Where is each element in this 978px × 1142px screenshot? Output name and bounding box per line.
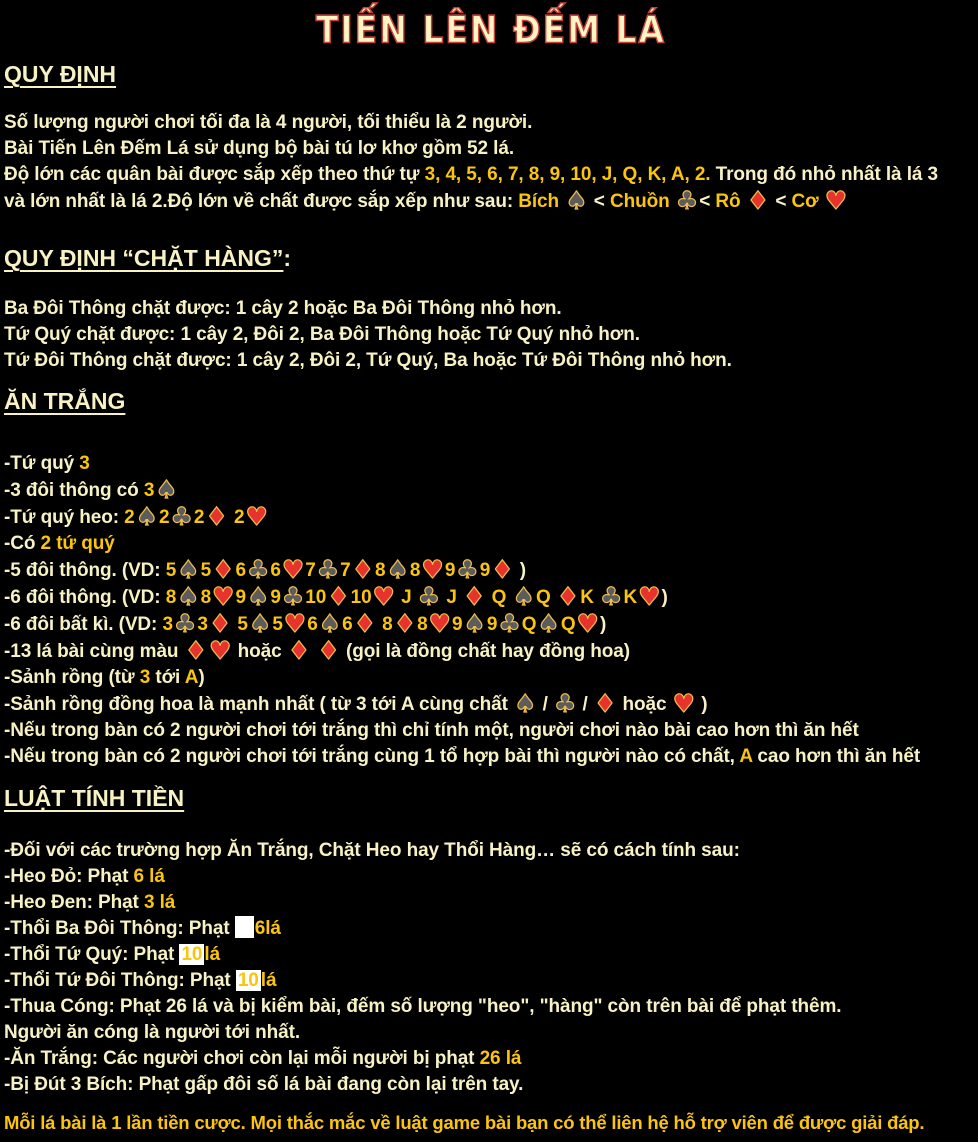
text-run: 9 [235, 587, 246, 608]
diamond-icon: ♦ [746, 186, 770, 215]
text-run: -Tứ quý [4, 453, 80, 474]
rule-line [4, 296, 978, 322]
text-run: < [588, 191, 610, 212]
text-run: 6 [254, 918, 266, 939]
text-run: -Thổi Tứ Đôi Thông: Phạt [4, 970, 236, 991]
heart-icon: ♥ [281, 555, 305, 584]
heart-icon: ♥ [209, 636, 232, 665]
rule-line [4, 890, 978, 916]
text-run: Q [535, 587, 556, 608]
text-run: 7 [340, 560, 351, 581]
rule-line [4, 1046, 978, 1072]
club-icon: ♣ [456, 555, 479, 584]
text-run: A [739, 746, 753, 767]
text-run: / [577, 694, 593, 715]
spade-icon: ♠ [155, 475, 178, 504]
text-run: J [441, 587, 463, 608]
rule-line [4, 557, 978, 584]
text-run: Người ăn cóng là người tới nhất. [4, 1022, 301, 1043]
text-run: 10 [237, 970, 259, 991]
text-run: 5 [165, 560, 177, 581]
club-icon: ♣ [246, 555, 270, 584]
text-run: 6 lá [133, 866, 165, 887]
text-run: 8 [376, 614, 393, 635]
diamond-icon: ♦ [593, 689, 617, 718]
heart-icon: ♥ [245, 502, 268, 531]
text-run: 8 [200, 587, 212, 608]
text-run: Bài Tiến Lên Đếm Lá sử dụng bộ bài tú lơ khơ gồm 52 lá. [4, 138, 514, 159]
text-run: 5 [272, 614, 283, 635]
heart-icon: ♥ [212, 582, 235, 611]
text-run: -Heo Đỏ: Phạt [4, 866, 134, 887]
text-run: 6 [235, 560, 246, 581]
text-run: 8 [409, 560, 421, 581]
diamond-icon: ♦ [208, 609, 232, 638]
section-heading-suffix: : [283, 245, 292, 271]
text-run: -Thua Cóng: Phạt 26 lá và bị kiểm bài, đếm số lượng "heo", "hàng" còn trên bài để phạt thêm. [4, 996, 842, 1017]
section-quy-dinh [4, 61, 978, 215]
text-run: 26 lá [479, 1048, 522, 1069]
rule-line [4, 994, 978, 1020]
diamond-icon: ♦ [351, 555, 375, 584]
text-run: 5 [232, 614, 248, 635]
text-run: 3 [162, 614, 173, 635]
text-run: K [623, 587, 638, 608]
rules-sections [4, 61, 978, 1098]
diamond-icon: ♦ [556, 582, 580, 611]
text-run: -Bị Đút 3 Bích: Phạt gấp đôi số lá bài đang còn lại trên tay. [4, 1074, 524, 1095]
text-run: ) [514, 560, 526, 581]
rule-line [4, 1072, 978, 1098]
text-run: Số lượng người chơi tối đa là 4 người, tối thiểu là 2 người. [4, 112, 533, 133]
text-run: 3 lá [143, 892, 176, 913]
text-run: lá [260, 970, 277, 991]
text-run: Q [521, 614, 537, 635]
text-run: 6 [307, 614, 318, 635]
highlight-box [235, 916, 254, 938]
heart-icon: ♥ [576, 609, 599, 638]
diamond-icon: ♦ [205, 502, 228, 531]
text-run: 3 [197, 614, 208, 635]
text-run: Cơ [791, 191, 824, 212]
text-run: J [395, 587, 417, 608]
text-run: 2 [159, 507, 170, 528]
diamond-icon: ♦ [287, 636, 311, 665]
spade-icon: ♠ [246, 582, 270, 611]
text-run: 8 [417, 614, 428, 635]
text-run: -6 đôi thông. (VD: [4, 587, 166, 608]
spade-icon: ♠ [386, 555, 409, 584]
text-run: -Ăn Trắng: Các người chơi còn lại mỗi người bị phạt [4, 1048, 480, 1069]
text-run: và lớn nhất là lá 2.Độ lớn về chất được sắp xếp như sau: [4, 191, 519, 212]
text-run: 9 [479, 560, 491, 581]
text-run: 10 [350, 587, 372, 608]
diamond-icon: ♦ [491, 555, 514, 584]
heart-icon: ♥ [372, 582, 395, 611]
text-run: Rô [715, 191, 746, 212]
text-run: 7 [305, 560, 316, 581]
text-run: 2 tứ quý [40, 533, 115, 554]
diamond-icon: ♦ [353, 609, 376, 638]
text-run: / [537, 694, 553, 715]
text-run: A [184, 667, 199, 688]
section-heading-quy-dinh-chat-hang [4, 245, 978, 272]
page-title: TIẾN LÊN ĐẾM LÁ [315, 8, 667, 52]
text-run: -Tứ quý heo: [4, 507, 125, 528]
text-run: -5 đôi thông. (VD: [4, 560, 166, 581]
text-run: Độ lớn các quân bài được sắp xếp theo thứ tự [4, 164, 425, 185]
text-run: -3 đôi thông có [4, 480, 144, 501]
rule-line [4, 638, 978, 665]
club-icon: ♣ [173, 609, 197, 638]
text-run: 3, 4, 5, 6, 7, 8, 9, 10, J, Q, K, A, 2. [424, 164, 711, 185]
text-run: Bích [518, 191, 565, 212]
rule-line [4, 451, 978, 477]
spade-icon: ♠ [463, 609, 486, 638]
heart-icon: ♥ [672, 689, 696, 718]
rule-line [4, 110, 978, 136]
text-run: Tứ Quý chặt được: 1 cây 2, Đôi 2, Ba Đôi Thông hoặc Tứ Quý nhỏ hơn. [4, 324, 640, 345]
section-heading-text: QUY ĐỊNH “CHẶT HÀNG” [4, 245, 284, 271]
text-run: Trong đó nhỏ nhất là lá 3 [710, 164, 938, 185]
text-run: -6 đôi bất kì. (VD: [4, 614, 163, 635]
rule-line [4, 136, 978, 162]
text-run: -Heo Đen: Phạt [4, 892, 144, 913]
text-run: 2 [124, 507, 135, 528]
text-run: ) [198, 667, 205, 688]
text-run: -13 lá bài cùng màu [4, 641, 184, 662]
heart-icon: ♥ [428, 609, 451, 638]
rule-line [4, 322, 978, 348]
heart-icon: ♥ [421, 555, 444, 584]
club-icon: ♣ [498, 609, 521, 638]
diamond-icon: ♦ [184, 636, 208, 665]
club-icon: ♣ [316, 555, 340, 584]
club-icon: ♣ [553, 689, 577, 718]
rule-line [4, 744, 978, 770]
heart-icon: ♥ [824, 186, 848, 215]
section-heading-text: QUY ĐỊNH [4, 61, 117, 87]
text-run: -Đối với các trường hợp Ăn Trắng, Chặt Heo hay Thổi Hàng… sẽ có cách tính sau: [4, 840, 740, 861]
text-run: -Thổi Tứ Quý: Phạt [4, 944, 180, 965]
text-run: ) [599, 614, 607, 635]
text-run: Tứ Đôi Thông chặt được: 1 cây 2, Đôi 2, Tứ Quý, Ba hoặc Tứ Đôi Thông nhỏ hơn. [4, 350, 732, 371]
spade-icon: ♠ [565, 186, 588, 215]
rule-line [4, 531, 978, 557]
rule-line [4, 838, 978, 864]
rule-line [4, 864, 978, 890]
text-run: 3 [79, 453, 90, 474]
section-heading-text: ĂN TRẮNG [4, 388, 126, 414]
text-run: hoặc [232, 641, 287, 662]
rule-line [4, 1020, 978, 1046]
text-run: K [580, 587, 600, 608]
text-run: 3 [143, 480, 155, 501]
diamond-icon: ♦ [327, 582, 350, 611]
text-run: < [699, 191, 716, 212]
text-run: lá [204, 944, 221, 965]
text-run: -Thổi Ba Đôi Thông: Phạt [4, 918, 235, 939]
diamond-icon: ♦ [212, 555, 235, 584]
rule-line [4, 584, 978, 611]
spade-icon: ♠ [135, 502, 159, 531]
text-run: ) [696, 694, 708, 715]
text-run: -Sảnh rồng đồng hoa là mạnh nhất ( từ 3 tới A cùng chất [4, 694, 513, 715]
text-run: Q [486, 587, 512, 608]
text-run: -Nếu trong bàn có 2 người chơi tới trắng cùng 1 tổ hợp bài thì người nào có chất, [4, 746, 740, 767]
diamond-icon: ♦ [463, 582, 486, 611]
rule-line [4, 611, 978, 638]
text-run: 2 [193, 507, 205, 528]
text-run: 8 [375, 560, 386, 581]
club-icon: ♣ [170, 502, 193, 531]
spade-icon: ♠ [512, 582, 535, 611]
rule-line [4, 162, 978, 188]
rule-line [4, 718, 978, 744]
text-run: 5 [200, 560, 212, 581]
rule-line [4, 477, 978, 504]
club-icon: ♣ [417, 582, 441, 611]
text-run: tới [150, 667, 185, 688]
text-run: 8 [165, 587, 177, 608]
spade-icon: ♠ [248, 609, 272, 638]
text-run: 10 [305, 587, 327, 608]
rule-line [4, 348, 978, 374]
rule-line [4, 942, 978, 968]
section-heading-text: LUẬT TÍNH TIỀN [4, 785, 185, 811]
club-icon: ♣ [281, 582, 305, 611]
spade-icon: ♠ [318, 609, 342, 638]
rule-line [4, 504, 978, 531]
text-run: ) [661, 587, 668, 608]
section-heading-quy-dinh [4, 61, 978, 88]
spade-icon: ♠ [513, 689, 537, 718]
section-an-trang [4, 388, 978, 770]
text-run: Chuồn [609, 191, 675, 212]
rule-line [4, 916, 978, 942]
text-run: -Có [4, 533, 41, 554]
rule-line [4, 188, 978, 215]
heart-icon: ♥ [638, 582, 661, 611]
text-run: hoặc [617, 694, 672, 715]
spade-icon: ♠ [177, 582, 200, 611]
text-run: 9 [444, 560, 456, 581]
section-quy-dinh-chat-hang [4, 245, 978, 374]
diamond-icon: ♦ [393, 609, 417, 638]
heart-icon: ♥ [283, 609, 307, 638]
text-run: 9 [486, 614, 498, 635]
text-run: -Nếu trong bàn có 2 người chơi tới trắng thì chỉ tính một, người chơi nào bài cao hơn thì ăn hết [4, 720, 859, 741]
section-heading-an-trang [4, 388, 978, 415]
club-icon: ♣ [600, 582, 623, 611]
section-luat-tinh-tien [4, 785, 978, 1098]
spade-icon: ♠ [537, 609, 560, 638]
text-run: 10 [181, 944, 203, 965]
text-run: 2 [228, 507, 245, 528]
text-run: 6 [270, 560, 281, 581]
text-run: lá [265, 918, 281, 939]
text-run: -Sảnh rồng (từ [4, 667, 140, 688]
diamond-icon: ♦ [317, 636, 340, 665]
spade-icon: ♠ [177, 555, 200, 584]
text-run: 9 [451, 614, 463, 635]
text-run: < [770, 191, 792, 212]
text-run: 6 [342, 614, 353, 635]
footer-note: Mỗi lá bài là 1 lần tiền cược. Mọi thắc mắc về luật game bài bạn có thể liên hệ hỗ trợ viên để được giải đáp. [4, 1112, 925, 1133]
text-run: 9 [270, 587, 281, 608]
section-heading-luat-tinh-tien [4, 785, 978, 812]
rule-line [4, 968, 978, 994]
text-run: Q [560, 614, 576, 635]
text-run: Ba Đôi Thông chặt được: 1 cây 2 hoặc Ba Đôi Thông nhỏ hơn. [4, 298, 562, 319]
club-icon: ♣ [675, 186, 699, 215]
text-run: (gọi là đồng chất hay đồng hoa) [340, 641, 630, 662]
text-run: cao hơn thì ăn hết [752, 746, 921, 767]
rule-line [4, 665, 978, 691]
rule-line [4, 691, 978, 718]
text-run: 3 [139, 667, 151, 688]
